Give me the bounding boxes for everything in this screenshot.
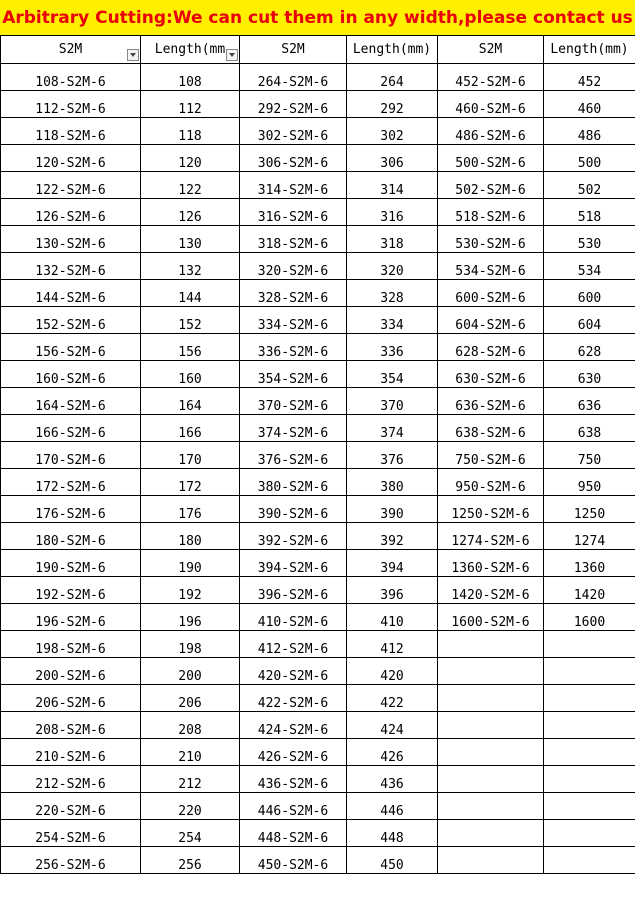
- length-cell: 180: [141, 523, 240, 550]
- part-number-cell: 460-S2M-6: [438, 91, 544, 118]
- part-number-cell: 318-S2M-6: [240, 226, 347, 253]
- part-number-cell: 152-S2M-6: [1, 307, 141, 334]
- part-number-cell: 370-S2M-6: [240, 388, 347, 415]
- length-cell: [544, 739, 635, 766]
- part-number-cell: 144-S2M-6: [1, 280, 141, 307]
- length-cell: [544, 685, 635, 712]
- length-cell: 118: [141, 118, 240, 145]
- length-cell: 394: [347, 550, 438, 577]
- length-cell: 264: [347, 64, 438, 91]
- table-row: [1, 523, 635, 550]
- length-cell: 392: [347, 523, 438, 550]
- part-number-cell: 448-S2M-6: [240, 820, 347, 847]
- length-cell: [544, 712, 635, 739]
- length-cell: 1360: [544, 550, 635, 577]
- length-cell: 152: [141, 307, 240, 334]
- length-cell: 534: [544, 253, 635, 280]
- length-cell: 190: [141, 550, 240, 577]
- table-row: [1, 361, 635, 388]
- part-number-cell: 628-S2M-6: [438, 334, 544, 361]
- table-row: [1, 334, 635, 361]
- length-cell: 420: [347, 658, 438, 685]
- length-cell: 502: [544, 172, 635, 199]
- table-row: [1, 496, 635, 523]
- length-cell: 314: [347, 172, 438, 199]
- part-number-cell: 450-S2M-6: [240, 847, 347, 874]
- part-number-cell: 380-S2M-6: [240, 469, 347, 496]
- table-row: [1, 388, 635, 415]
- part-number-cell: 192-S2M-6: [1, 577, 141, 604]
- length-cell: 130: [141, 226, 240, 253]
- length-cell: 172: [141, 469, 240, 496]
- length-cell: [544, 820, 635, 847]
- length-cell: 1420: [544, 577, 635, 604]
- part-number-cell: 120-S2M-6: [1, 145, 141, 172]
- length-cell: 1274: [544, 523, 635, 550]
- header-cell-s2m: S2M: [438, 36, 544, 64]
- part-number-cell: 604-S2M-6: [438, 307, 544, 334]
- part-number-cell: 200-S2M-6: [1, 658, 141, 685]
- length-cell: 120: [141, 145, 240, 172]
- part-number-cell: 392-S2M-6: [240, 523, 347, 550]
- part-number-cell: 170-S2M-6: [1, 442, 141, 469]
- length-cell: 292: [347, 91, 438, 118]
- part-number-cell: 412-S2M-6: [240, 631, 347, 658]
- part-number-cell: 436-S2M-6: [240, 766, 347, 793]
- table-row: [1, 307, 635, 334]
- part-number-cell: 112-S2M-6: [1, 91, 141, 118]
- table-row: [1, 280, 635, 307]
- part-number-cell: 126-S2M-6: [1, 199, 141, 226]
- part-number-cell: 424-S2M-6: [240, 712, 347, 739]
- belt-length-table: [0, 35, 635, 874]
- length-cell: 452: [544, 64, 635, 91]
- part-number-cell: [438, 631, 544, 658]
- length-cell: 636: [544, 388, 635, 415]
- length-cell: 126: [141, 199, 240, 226]
- length-cell: 486: [544, 118, 635, 145]
- length-cell: 198: [141, 631, 240, 658]
- part-number-cell: 534-S2M-6: [438, 253, 544, 280]
- length-cell: 424: [347, 712, 438, 739]
- part-number-cell: 1250-S2M-6: [438, 496, 544, 523]
- part-number-cell: 1274-S2M-6: [438, 523, 544, 550]
- part-number-cell: 390-S2M-6: [240, 496, 347, 523]
- part-number-cell: 452-S2M-6: [438, 64, 544, 91]
- header-cell-s2m: S2M: [240, 36, 347, 64]
- table-row: [1, 739, 635, 766]
- length-cell: [544, 631, 635, 658]
- length-cell: 210: [141, 739, 240, 766]
- part-number-cell: [438, 739, 544, 766]
- length-cell: 200: [141, 658, 240, 685]
- part-number-cell: 530-S2M-6: [438, 226, 544, 253]
- part-number-cell: 354-S2M-6: [240, 361, 347, 388]
- part-number-cell: 196-S2M-6: [1, 604, 141, 631]
- length-cell: 318: [347, 226, 438, 253]
- table-row: [1, 172, 635, 199]
- part-number-cell: 502-S2M-6: [438, 172, 544, 199]
- part-number-cell: 334-S2M-6: [240, 307, 347, 334]
- length-cell: 750: [544, 442, 635, 469]
- length-cell: 354: [347, 361, 438, 388]
- part-number-cell: 166-S2M-6: [1, 415, 141, 442]
- table-row: [1, 226, 635, 253]
- table-row: [1, 64, 635, 91]
- part-number-cell: 1420-S2M-6: [438, 577, 544, 604]
- part-number-cell: 172-S2M-6: [1, 469, 141, 496]
- part-number-cell: 132-S2M-6: [1, 253, 141, 280]
- table-row: [1, 415, 635, 442]
- part-number-cell: [438, 685, 544, 712]
- part-number-cell: 394-S2M-6: [240, 550, 347, 577]
- length-cell: 334: [347, 307, 438, 334]
- length-cell: 192: [141, 577, 240, 604]
- length-cell: [544, 793, 635, 820]
- table-row: [1, 712, 635, 739]
- part-number-cell: 320-S2M-6: [240, 253, 347, 280]
- table-row: [1, 766, 635, 793]
- part-number-cell: 314-S2M-6: [240, 172, 347, 199]
- table-row: [1, 91, 635, 118]
- part-number-cell: 190-S2M-6: [1, 550, 141, 577]
- part-number-cell: 376-S2M-6: [240, 442, 347, 469]
- part-number-cell: 750-S2M-6: [438, 442, 544, 469]
- part-number-cell: 156-S2M-6: [1, 334, 141, 361]
- part-number-cell: 180-S2M-6: [1, 523, 141, 550]
- header-row: [1, 36, 635, 64]
- length-cell: 380: [347, 469, 438, 496]
- length-cell: 1600: [544, 604, 635, 631]
- length-cell: 628: [544, 334, 635, 361]
- part-number-cell: 306-S2M-6: [240, 145, 347, 172]
- part-number-cell: 518-S2M-6: [438, 199, 544, 226]
- length-cell: 160: [141, 361, 240, 388]
- length-cell: 446: [347, 793, 438, 820]
- table-row: [1, 118, 635, 145]
- length-cell: 144: [141, 280, 240, 307]
- banner-title: Arbitrary Cutting:We can cut them in any width,please contact us: [0, 0, 635, 36]
- part-number-cell: 1360-S2M-6: [438, 550, 544, 577]
- length-cell: 422: [347, 685, 438, 712]
- length-cell: 460: [544, 91, 635, 118]
- header-cell-s2m: S2M: [1, 36, 141, 64]
- length-cell: 630: [544, 361, 635, 388]
- length-cell: 604: [544, 307, 635, 334]
- part-number-cell: 292-S2M-6: [240, 91, 347, 118]
- length-cell: 302: [347, 118, 438, 145]
- table-row: [1, 550, 635, 577]
- length-cell: 374: [347, 415, 438, 442]
- header-cell-length: Length(mm): [347, 36, 438, 64]
- table-row: [1, 604, 635, 631]
- part-number-cell: [438, 793, 544, 820]
- length-cell: 370: [347, 388, 438, 415]
- part-number-cell: 316-S2M-6: [240, 199, 347, 226]
- part-number-cell: [438, 766, 544, 793]
- part-number-cell: 950-S2M-6: [438, 469, 544, 496]
- length-cell: 122: [141, 172, 240, 199]
- part-number-cell: 254-S2M-6: [1, 820, 141, 847]
- part-number-cell: 500-S2M-6: [438, 145, 544, 172]
- table-row: [1, 253, 635, 280]
- part-number-cell: 1600-S2M-6: [438, 604, 544, 631]
- part-number-cell: 638-S2M-6: [438, 415, 544, 442]
- length-cell: 164: [141, 388, 240, 415]
- part-number-cell: 410-S2M-6: [240, 604, 347, 631]
- length-cell: 1250: [544, 496, 635, 523]
- length-cell: 196: [141, 604, 240, 631]
- length-cell: 256: [141, 847, 240, 874]
- part-number-cell: 264-S2M-6: [240, 64, 347, 91]
- table-row: [1, 577, 635, 604]
- part-number-cell: 220-S2M-6: [1, 793, 141, 820]
- part-number-cell: 630-S2M-6: [438, 361, 544, 388]
- part-number-cell: 212-S2M-6: [1, 766, 141, 793]
- table-row: [1, 442, 635, 469]
- part-number-cell: 336-S2M-6: [240, 334, 347, 361]
- length-cell: 316: [347, 199, 438, 226]
- part-number-cell: 122-S2M-6: [1, 172, 141, 199]
- length-cell: 306: [347, 145, 438, 172]
- table-row: [1, 145, 635, 172]
- length-cell: 112: [141, 91, 240, 118]
- part-number-cell: 176-S2M-6: [1, 496, 141, 523]
- part-number-cell: 600-S2M-6: [438, 280, 544, 307]
- part-number-cell: 486-S2M-6: [438, 118, 544, 145]
- length-cell: 410: [347, 604, 438, 631]
- length-cell: 450: [347, 847, 438, 874]
- length-cell: 208: [141, 712, 240, 739]
- part-number-cell: 374-S2M-6: [240, 415, 347, 442]
- table-row: [1, 793, 635, 820]
- length-cell: 500: [544, 145, 635, 172]
- part-number-cell: 198-S2M-6: [1, 631, 141, 658]
- table-row: [1, 658, 635, 685]
- length-cell: 518: [544, 199, 635, 226]
- part-number-cell: [438, 712, 544, 739]
- length-cell: 254: [141, 820, 240, 847]
- part-number-cell: 160-S2M-6: [1, 361, 141, 388]
- header-cell-length: Length(mm: [141, 36, 240, 64]
- length-cell: 336: [347, 334, 438, 361]
- length-cell: 220: [141, 793, 240, 820]
- table-row: [1, 685, 635, 712]
- part-number-cell: 426-S2M-6: [240, 739, 347, 766]
- part-number-cell: 636-S2M-6: [438, 388, 544, 415]
- part-number-cell: 422-S2M-6: [240, 685, 347, 712]
- chevron-down-icon[interactable]: [226, 49, 238, 61]
- length-cell: 638: [544, 415, 635, 442]
- length-cell: 426: [347, 739, 438, 766]
- part-number-cell: 130-S2M-6: [1, 226, 141, 253]
- table-row: [1, 199, 635, 226]
- length-cell: 376: [347, 442, 438, 469]
- length-cell: 390: [347, 496, 438, 523]
- length-cell: [544, 658, 635, 685]
- part-number-cell: 108-S2M-6: [1, 64, 141, 91]
- length-cell: 166: [141, 415, 240, 442]
- table-row: [1, 820, 635, 847]
- length-cell: 320: [347, 253, 438, 280]
- length-cell: 328: [347, 280, 438, 307]
- length-cell: 530: [544, 226, 635, 253]
- part-number-cell: 210-S2M-6: [1, 739, 141, 766]
- table-row: [1, 847, 635, 874]
- length-cell: 108: [141, 64, 240, 91]
- length-cell: 436: [347, 766, 438, 793]
- length-cell: 600: [544, 280, 635, 307]
- length-cell: 448: [347, 820, 438, 847]
- part-number-cell: [438, 847, 544, 874]
- part-number-cell: [438, 658, 544, 685]
- part-number-cell: 302-S2M-6: [240, 118, 347, 145]
- length-cell: 412: [347, 631, 438, 658]
- part-number-cell: 420-S2M-6: [240, 658, 347, 685]
- table-row: [1, 631, 635, 658]
- header-cell-length: Length(mm): [544, 36, 635, 64]
- table-row: [1, 469, 635, 496]
- part-number-cell: 206-S2M-6: [1, 685, 141, 712]
- length-cell: 212: [141, 766, 240, 793]
- length-cell: 176: [141, 496, 240, 523]
- part-number-cell: 396-S2M-6: [240, 577, 347, 604]
- part-number-cell: 446-S2M-6: [240, 793, 347, 820]
- length-cell: [544, 847, 635, 874]
- length-cell: [544, 766, 635, 793]
- length-cell: 206: [141, 685, 240, 712]
- length-cell: 170: [141, 442, 240, 469]
- part-number-cell: 208-S2M-6: [1, 712, 141, 739]
- part-number-cell: 328-S2M-6: [240, 280, 347, 307]
- part-number-cell: [438, 820, 544, 847]
- chevron-down-icon[interactable]: [127, 49, 139, 61]
- length-cell: 156: [141, 334, 240, 361]
- part-number-cell: 164-S2M-6: [1, 388, 141, 415]
- part-number-cell: 256-S2M-6: [1, 847, 141, 874]
- length-cell: 396: [347, 577, 438, 604]
- length-cell: 950: [544, 469, 635, 496]
- part-number-cell: 118-S2M-6: [1, 118, 141, 145]
- length-cell: 132: [141, 253, 240, 280]
